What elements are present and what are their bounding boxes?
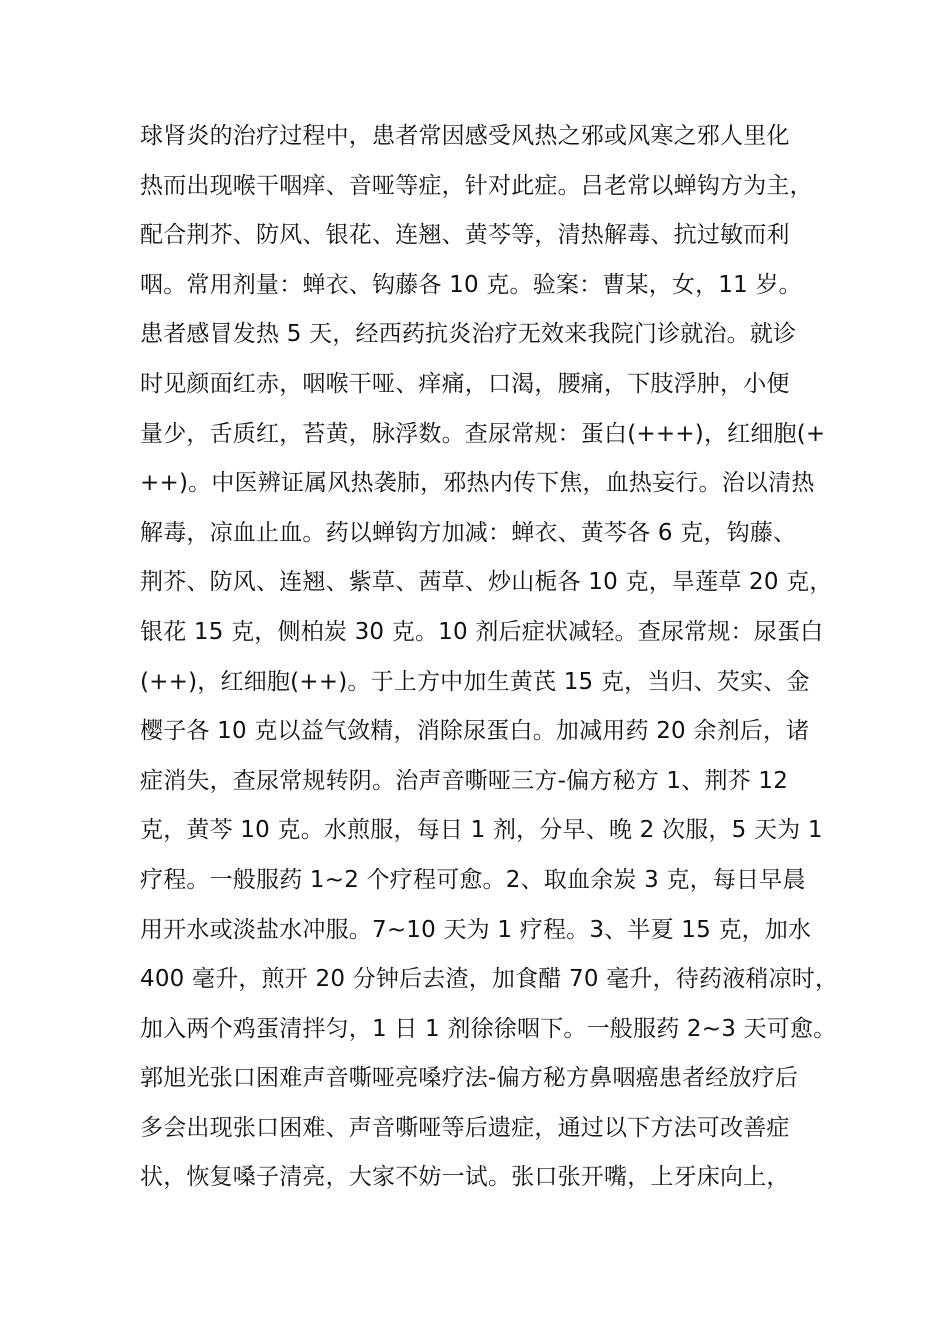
text-line: ++)。中医辨证属风热袭肺，邪热内传下焦，血热妄行。治以清热 xyxy=(140,470,815,497)
text-line: 用开水或淡盐水冲服。7~10 天为 1 疗程。3、半夏 15 克，加水 xyxy=(140,916,812,943)
text-line: 咽。常用剂量：蝉衣、钩藤各 10 克。验案：曹某，女，11 岁。 xyxy=(140,271,802,298)
text-line: 量少，舌质红，苔黄，脉浮数。查尿常规：蛋白(+++)，红细胞(+ xyxy=(140,420,826,447)
text-line: 配合荆芥、防风、银花、连翘、黄芩等，清热解毒、抗过敏而利 xyxy=(140,222,790,249)
text-line: 患者感冒发热 5 天，经西药抗炎治疗无效来我院门诊就治。就诊 xyxy=(140,321,797,348)
body-text xyxy=(140,112,839,1203)
text-line: 400 毫升，煎开 20 分钟后去渣，加食醋 70 毫升，待药液稍凉时， xyxy=(140,966,839,993)
text-line: 荆芥、防风、连翘、紫草、茜草、炒山栀各 10 克，旱莲草 20 克， xyxy=(140,569,833,596)
text-line: 时见颜面红赤，咽喉干哑、痒痛，口渴，腰痛，下肢浮肿，小便 xyxy=(140,370,790,397)
text-line: 症消失，查尿常规转阴。治声音嘶哑三方-偏方秘方 1、荆芥 12 xyxy=(140,767,789,794)
text-line: 状，恢复嗓子清亮，大家不妨一试。张口张开嘴，上牙床向上， xyxy=(140,1164,790,1191)
text-line: 加入两个鸡蛋清拌匀，1 日 1 剂徐徐咽下。一般服药 2~3 天可愈。 xyxy=(140,1015,837,1042)
text-line: 解毒，凉血止血。药以蝉钩方加减：蝉衣、黄芩各 6 克，钩藤、 xyxy=(140,519,797,546)
text-line: (++)，红细胞(++)。于上方中加生黄芪 15 克，当归、芡实、金 xyxy=(140,668,810,695)
text-line: 疗程。一般服药 1~2 个疗程可愈。2、取血余炭 3 克，每日早晨 xyxy=(140,866,806,893)
text-line: 银花 15 克，侧柏炭 30 克。10 剂后症状减轻。查尿常规：尿蛋白 xyxy=(140,618,824,645)
text-line: 郭旭光张口困难声音嘶哑亮嗓疗法-偏方秘方鼻咽癌患者经放疗后 xyxy=(140,1065,799,1092)
text-line: 克，黄芩 10 克。水煎服，每日 1 剂，分早、晚 2 次服，5 天为 1 xyxy=(140,817,823,844)
text-line: 热而出现喉干咽痒、音哑等症，针对此症。吕老常以蝉钩方为主， xyxy=(140,172,813,199)
text-line: 多会出现张口困难、声音嘶哑等后遗症，通过以下方法可改善症 xyxy=(140,1114,790,1141)
text-line: 樱子各 10 克以益气敛精，消除尿蛋白。加减用药 20 余剂后，诸 xyxy=(140,718,810,745)
text-line: 球肾炎的治疗过程中，患者常因感受风热之邪或风寒之邪人里化 xyxy=(140,123,790,149)
